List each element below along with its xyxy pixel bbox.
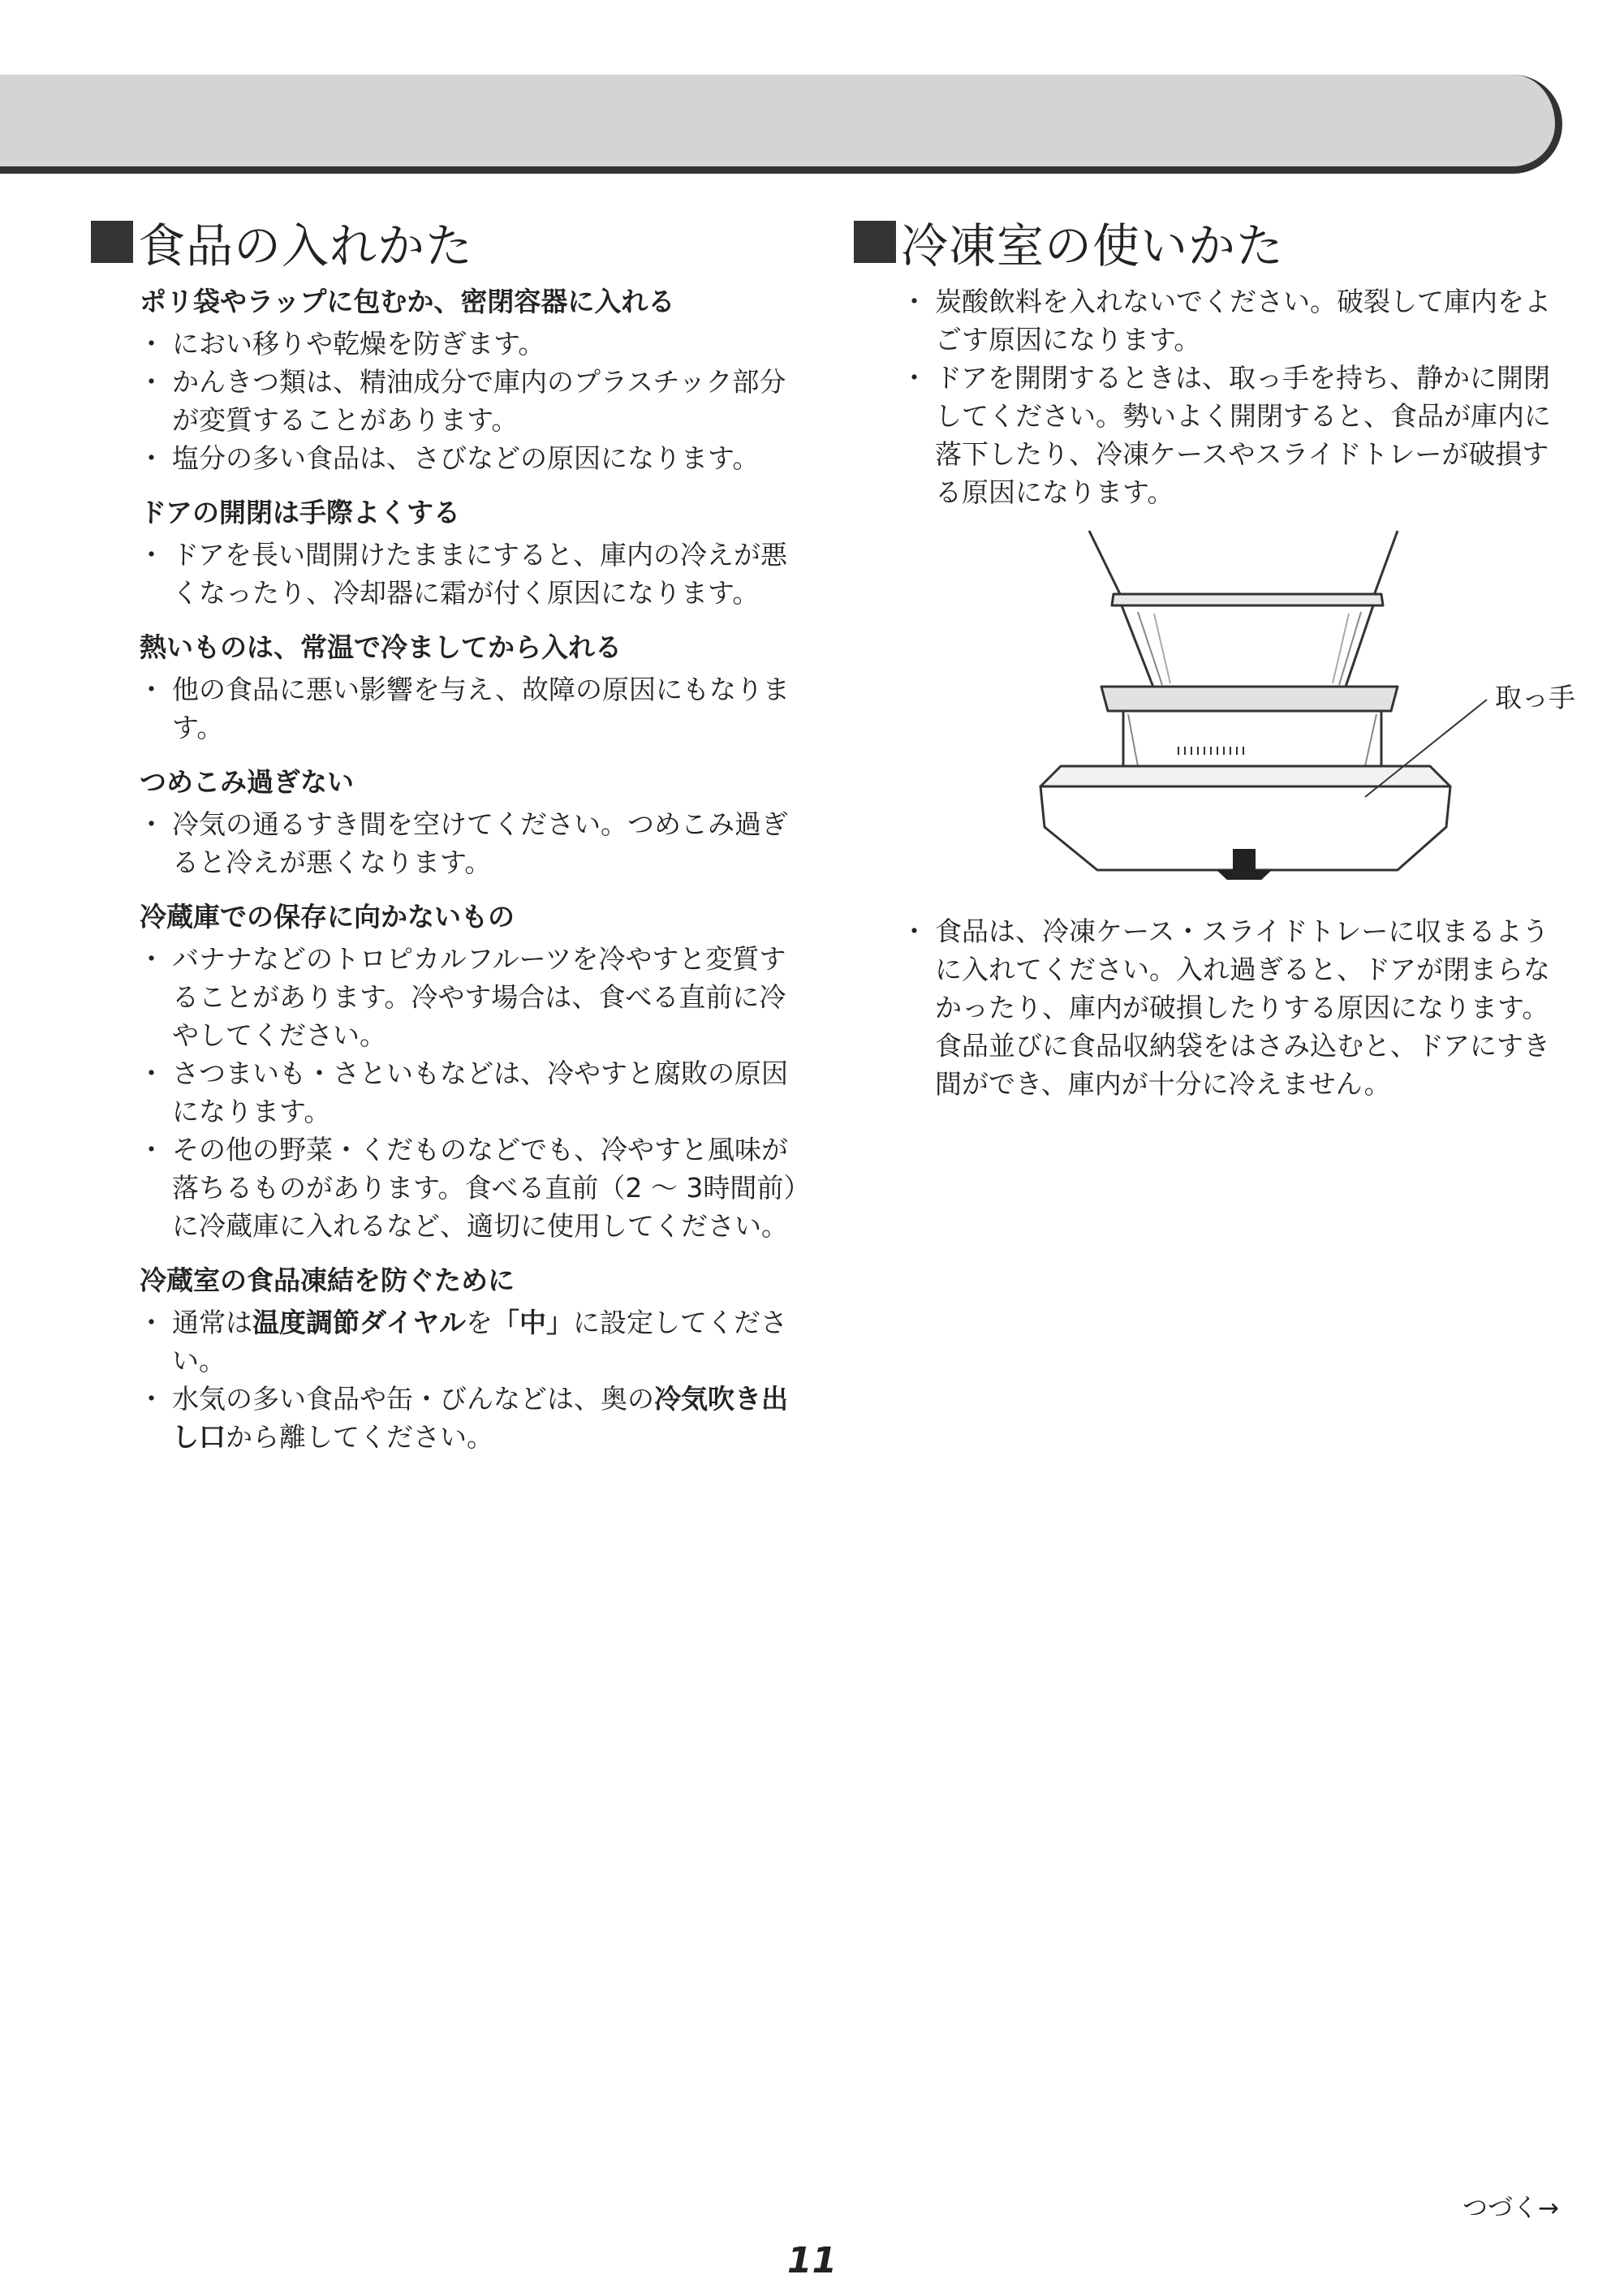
note-text: 食品並びに食品収納袋をはさみ込むと、ドアにすき間ができ、庫内が十分に冷えません。 bbox=[935, 1030, 1551, 1100]
square-bullet-icon bbox=[91, 221, 133, 263]
list-item: ・ ドアを開閉するときは、取っ手を持ち、静かに開閉してください。勢いよく開閉すると、食品が庫内に落下したり、冷凍ケースやスライドトレーが破損する原因になります。 bbox=[902, 359, 1568, 511]
bullet-list bbox=[902, 912, 1568, 1027]
sub-heading: 冷蔵室の食品凍結を防ぐために bbox=[140, 1264, 515, 1296]
text: から離してください。 bbox=[226, 1421, 493, 1453]
list-item: ・ 塩分の多い食品は、さびなどの原因になります。 bbox=[140, 439, 805, 477]
bullet-list bbox=[140, 1303, 805, 1456]
left-column bbox=[91, 209, 805, 1456]
handle-label: 取っ手 bbox=[1495, 682, 1575, 713]
right-column bbox=[854, 209, 1575, 1103]
text: に設定してください。 bbox=[172, 1307, 788, 1376]
list-item bbox=[140, 1303, 805, 1380]
list-item: ・ におい移りや乾燥を防ぎます。 bbox=[140, 325, 805, 363]
text: 通常は bbox=[172, 1307, 252, 1338]
section-title-text: 食品の入れかた bbox=[138, 218, 474, 274]
section-title-text: 冷凍室の使いかた bbox=[901, 218, 1285, 274]
list-item: ・ ドアを長い間開けたままにすると、庫内の冷えが悪くなったり、冷却器に霜が付く原因になります。 bbox=[140, 536, 805, 612]
bullet-list bbox=[140, 325, 805, 477]
continue-label: つづく→ bbox=[1462, 2194, 1559, 2223]
emphasis-text: 「中」 bbox=[493, 1307, 574, 1338]
square-bullet-icon bbox=[854, 221, 896, 263]
list-item: ・ 冷気の通るすき間を空けてください。つめこみ過ぎると冷えが悪くなります。 bbox=[140, 805, 805, 881]
list-item: ・ その他の野菜・くだものなどでも、冷やすと風味が落ちるものがあります。食べる直前（2 ～ 3時間前）に冷蔵庫に入れるなど、適切に使用してください。 bbox=[140, 1131, 805, 1245]
food-storage-content bbox=[140, 282, 805, 1456]
list-item: ・ 他の食品に悪い影響を与え、故障の原因にもなります。 bbox=[140, 670, 805, 747]
bullet-list bbox=[140, 536, 805, 612]
list-item: ・ バナナなどのトロピカルフルーツを冷やすと変質することがあります。冷やす場合は、食べる直前に冷やしてください。 bbox=[140, 940, 805, 1054]
text: 水気の多い食品や缶・びんなどは、奥の bbox=[172, 1383, 654, 1415]
bullet-list bbox=[140, 670, 805, 747]
sub-heading: ポリ袋やラップに包むか、密閉容器に入れる bbox=[140, 286, 675, 317]
sub-heading: ドアの開閉は手際よくする bbox=[140, 497, 461, 528]
sub-heading: 熱いものは、常温で冷ましてから入れる bbox=[140, 631, 622, 663]
page-number: 11 bbox=[786, 2240, 838, 2281]
sub-heading: つめこみ過ぎない bbox=[140, 766, 354, 798]
sub-heading: 冷蔵庫での保存に向かないもの bbox=[140, 901, 515, 933]
freezer-drawer-drawing bbox=[911, 523, 1576, 880]
section-title-freezer-usage bbox=[854, 209, 1568, 274]
bullet-list bbox=[140, 940, 805, 1245]
bullet-list bbox=[140, 805, 805, 881]
bullet-list bbox=[902, 282, 1568, 511]
emphasis-text: 冷気吹き出し口 bbox=[172, 1383, 788, 1453]
text: を bbox=[466, 1307, 493, 1338]
list-item: ・ 食品は、冷凍ケース・スライドトレーに収まるように入れてください。入れ過ぎると、ドアが閉まらなかったり、庫内が破損したりする原因になります。 bbox=[902, 912, 1568, 1027]
list-item bbox=[140, 1380, 805, 1456]
section-title-food-storage bbox=[91, 209, 805, 274]
list-item: ・ さつまいも・さといもなどは、冷やすと腐敗の原因になります。 bbox=[140, 1054, 805, 1131]
header-band bbox=[0, 75, 1562, 174]
list-item: ・ かんきつ類は、精油成分で庫内のプラスチック部分が変質することがあります。 bbox=[140, 363, 805, 439]
list-item: ・ 炭酸飲料を入れないでください。破裂して庫内をよごす原因になります。 bbox=[902, 282, 1568, 359]
freezer-drawer-illustration bbox=[911, 523, 1576, 880]
emphasis-text: 温度調節ダイヤル bbox=[252, 1307, 467, 1338]
